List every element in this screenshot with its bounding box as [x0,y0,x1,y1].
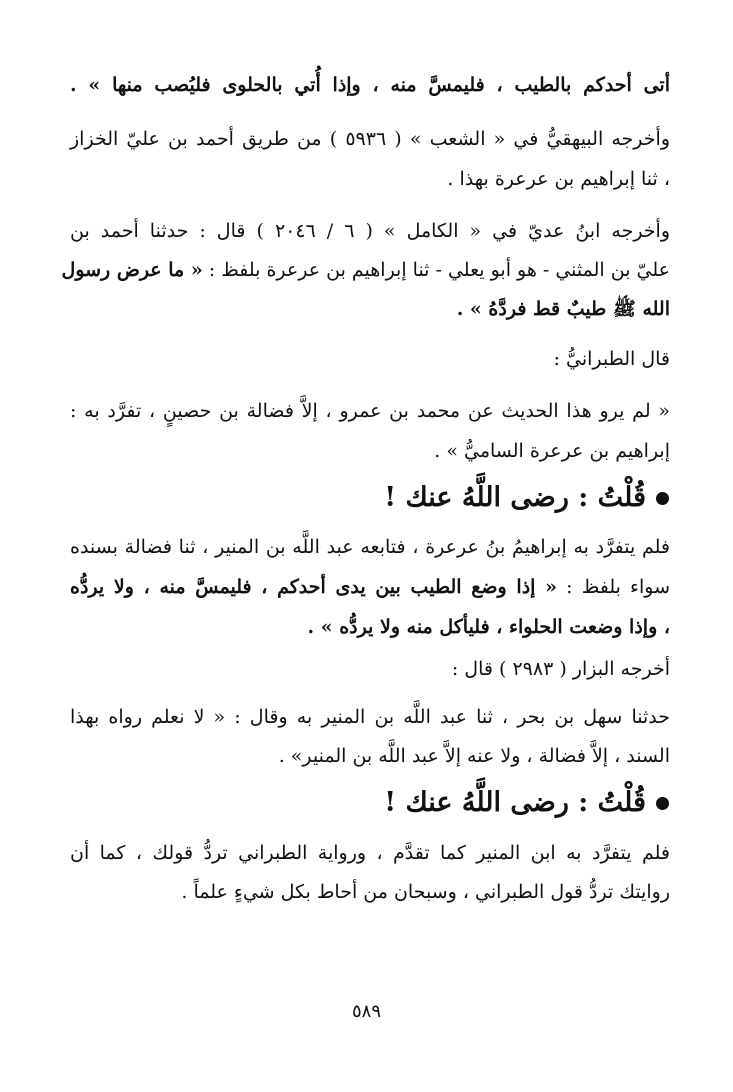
text-line-15: السند ، إلاَّ فضالة ، ولا عنه إلاَّ عبد اللَّه بن المنير» . [278,745,670,767]
text-line-8: « لم يرو هذا الحديث عن محمد بن عمرو ، إلاَّ فضالة بن حصينٍ ، تفرَّد به : [70,400,670,422]
text-line-13: أخرجه البزار ( ٢٩٨٣ ) قال : [451,658,670,680]
text-line-5 [61,255,670,285]
section-heading-2 [384,783,669,823]
text-line-7: قال الطبرانيُّ : [553,348,670,370]
text-line-12: ، وإذا وضعت الحلواء ، فليأكل منه ولا يردُّه » . [307,616,670,638]
text-line-6: الله ﷺ طيبٌ قط فردَّهُ » . [456,298,670,320]
section-heading-1 [384,478,669,518]
text-line-1: أتى أحدكم بالطيب ، فليمسَّ منه ، وإذا أُتي بالحلوى فليُصب منها » . [70,74,670,96]
page-number: ٥٨٩ [351,1001,381,1022]
text-line-11-plain: سواء بلفظ : [566,576,670,598]
text-line-11-quote: « إذا وضع الطيب بين يدى أحدكم ، فليمسَّ منه ، ولا يردُّه [70,576,558,598]
text-line-5-plain: عليّ بن المثني - هو أبو يعلي - ثنا إبراهيم بن عرعرة بلفظ : [208,259,670,281]
text-line-10: فلم يتفرَّد به إبراهيمُ بنُ عرعرة ، فتابعه عبد اللَّه بن المنير ، ثنا فضالة بسنده [70,536,670,558]
text-line-9: إبراهيم بن عرعرة الساميُّ » . [434,440,670,462]
text-line-16: فلم يتفرَّد به ابن المنير كما تقدَّم ، ورواية الطبراني تردُّ قولك ، كما أن [70,842,670,864]
text-line-5-quote: « ما عرض رسول [61,259,203,281]
section-heading-2-text: قُلْتُ : رضى اللَّهُ عنك ! [384,787,646,818]
text-line-2: وأخرجه البيهقيُّ في « الشعب » ( ٥٩٣٦ ) من طريق أحمد بن عليّ الخزاز [70,128,670,150]
text-line-14: حدثنا سهل بن بحر ، ثنا عبد اللَّه بن المنير به وقال : « لا نعلم رواه بهذا [70,706,670,728]
text-line-3: ، ثنا إبراهيم بن عرعرة بهذا . [447,168,670,190]
bullet-icon [656,492,669,505]
section-heading-1-text: قُلْتُ : رضى اللَّهُ عنك ! [384,482,646,513]
text-line-17: روايتك تردُّ قول الطبراني ، وسبحان من أحاط بكل شيءٍ علماً . [181,881,670,903]
text-line-4: وأخرجه ابنُ عديّ في « الكامل » ( ٦ / ٢٠٤٦ ) قال : حدثنا أحمد بن [70,220,671,242]
text-line-11 [70,572,670,602]
bullet-icon [656,797,669,810]
